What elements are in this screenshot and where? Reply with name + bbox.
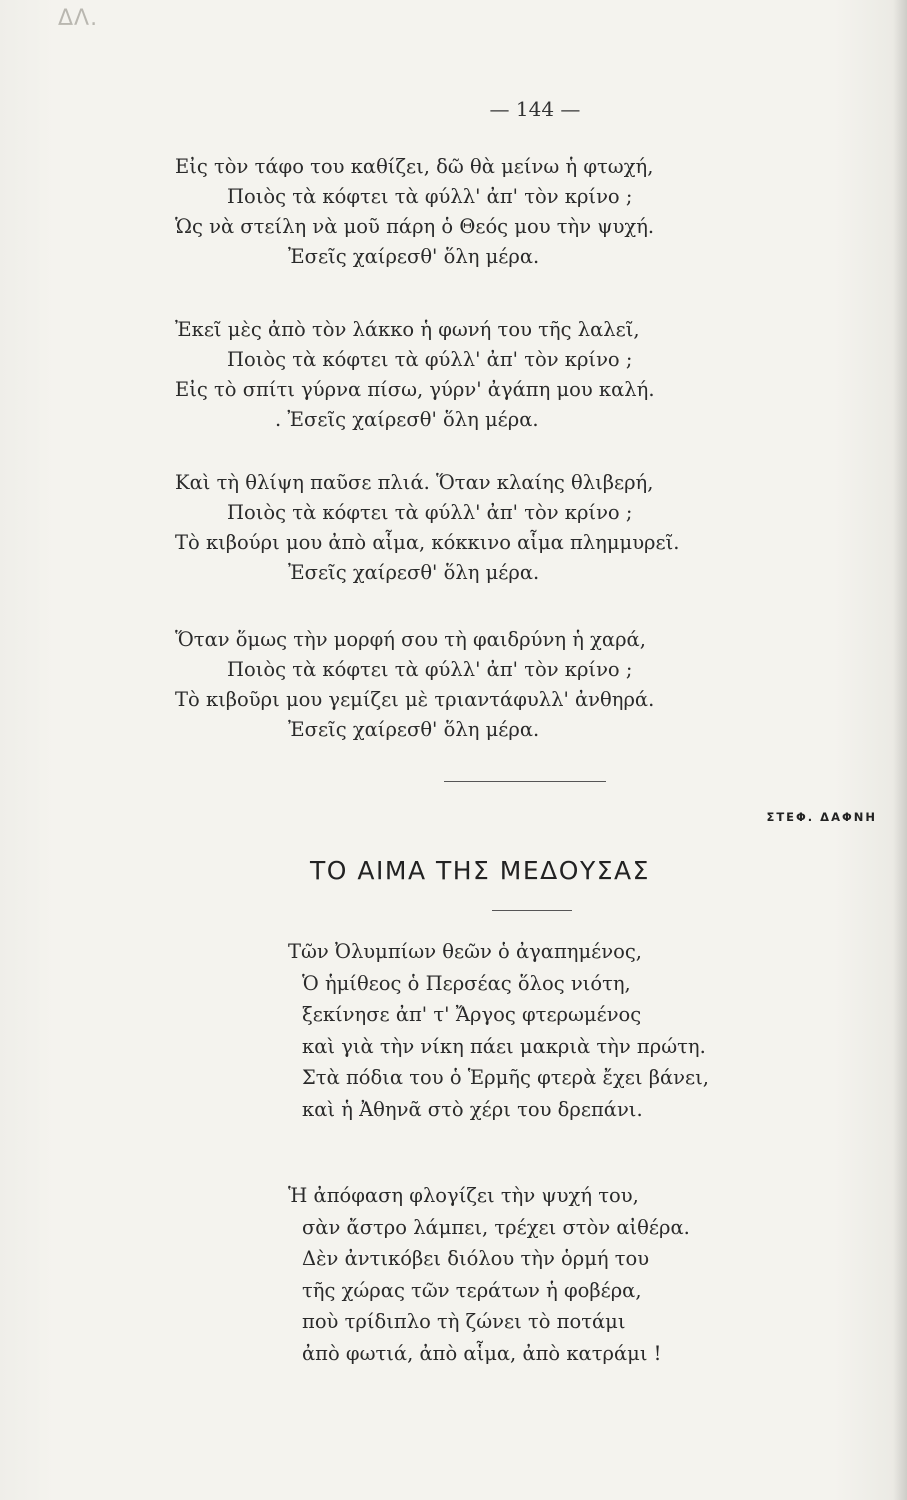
- section-divider: [444, 781, 606, 782]
- verse-line: Στὰ πόδια του ὁ Ἑρμῆς φτερὰ ἔχει βάνει,: [302, 1066, 709, 1089]
- verse-line: ποὺ τρίδιπλο τὴ ζώνει τὸ ποτάμι: [302, 1310, 626, 1333]
- verse-line: Δὲν ἀντικόβει διόλου τὴν ὁρμή του: [302, 1247, 650, 1270]
- verse-line: Ἡ ἀπόφαση φλογίζει τὴν ψυχή του,: [288, 1184, 639, 1207]
- refrain-line: Ποιὸς τὰ κόφτει τὰ φύλλ' ἀπ' τὸν κρίνο ;: [227, 501, 633, 524]
- verse-line: Ὅταν ὅμως τὴν μορφή σου τὴ φαιδρύνη ἡ χαρά,: [175, 628, 646, 651]
- refrain-line: Ἐσεῖς χαίρεσθ' ὅλη μέρα.: [288, 718, 540, 741]
- refrain-line: Ποιὸς τὰ κόφτει τὰ φύλλ' ἀπ' τὸν κρίνο ;: [227, 185, 633, 208]
- poem1-stanza-4: [175, 625, 654, 745]
- verse-line: Εἰς τὸν τάφο του καθίζει, δῶ θὰ μείνω ἡ φτωχή,: [175, 155, 654, 178]
- poem1-stanza-2: [175, 315, 655, 435]
- refrain-line: Ἐσεῖς χαίρεσθ' ὅλη μέρα.: [288, 561, 540, 584]
- page-number: — 144 —: [489, 97, 581, 121]
- verse-line: Τὸ κιβοῦρι μου γεμίζει μὲ τριαντάφυλλ' ἀνθηρά.: [175, 688, 655, 711]
- author-name: ΣΤΕΦ. ΔΑΦΝΗ: [766, 810, 877, 824]
- refrain-line: Ποιὸς τὰ κόφτει τὰ φύλλ' ἀπ' τὸν κρίνο ;: [227, 658, 633, 681]
- poem2-stanza-2: [288, 1180, 690, 1369]
- poem1-stanza-3: [175, 468, 679, 588]
- verse-line: Ἐκεῖ μὲς ἀπὸ τὸν λάκκο ἡ φωνή του τῆς λαλεῖ,: [175, 318, 640, 341]
- page-edge-shadow: [893, 0, 907, 1500]
- verse-line: καὶ γιὰ τὴν νίκη πάει μακριὰ τὴν πρώτη.: [302, 1034, 706, 1058]
- verse-line: Τὸ κιβούρι μου ἀπὸ αἷμα, κόκκινο αἷμα πλημμυρεῖ.: [175, 531, 680, 554]
- refrain-line: Ποιὸς τὰ κόφτει τὰ φύλλ' ἀπ' τὸν κρίνο ;: [227, 348, 633, 371]
- verse-line: ξεκίνησε ἀπ' τ' Ἄργος φτερωμένος: [302, 1003, 642, 1026]
- poem-title: ΤΟ ΑΙΜΑ ΤΗΣ ΜΕΔΟΥΣΑΣ: [310, 856, 650, 885]
- verse-line: Εἰς τὸ σπίτι γύρνα πίσω, γύρν' ἀγάπη μου καλή.: [175, 378, 655, 401]
- verse-line: ἀπὸ φωτιά, ἀπὸ αἷμα, ἀπὸ κατράμι !: [302, 1341, 662, 1365]
- verse-line: Ὁ ἡμίθεος ὁ Περσέας ὅλος νιότη,: [302, 971, 631, 995]
- verse-line: σὰν ἄστρο λάμπει, τρέχει στὸν αἰθέρα.: [302, 1215, 690, 1239]
- verse-line: καὶ ἡ Ἀθηνᾶ στὸ χέρι του δρεπάνι.: [302, 1097, 643, 1121]
- verse-line: Καὶ τὴ θλίψη παῦσε πλιά. Ὅταν κλαίης θλιβερή,: [175, 471, 654, 494]
- title-rule: [492, 910, 572, 911]
- verse-line: Τῶν Ὀλυμπίων θεῶν ὁ ἀγαπημένος,: [288, 940, 642, 963]
- poem2-stanza-1: [288, 936, 709, 1125]
- refrain-line: . Ἐσεῖς χαίρεσθ' ὅλη μέρα.: [275, 408, 539, 431]
- verse-line: τῆς χώρας τῶν τεράτων ἡ φοβέρα,: [302, 1278, 642, 1302]
- corner-pencil-note: ΔΛ.: [58, 6, 99, 31]
- poem1-stanza-1: [175, 152, 654, 272]
- verse-line: Ὡς νὰ στείλη νὰ μοῦ πάρη ὁ Θεός μου τὴν ψυχή.: [175, 215, 655, 238]
- refrain-line: Ἐσεῖς χαίρεσθ' ὅλη μέρα.: [288, 245, 540, 268]
